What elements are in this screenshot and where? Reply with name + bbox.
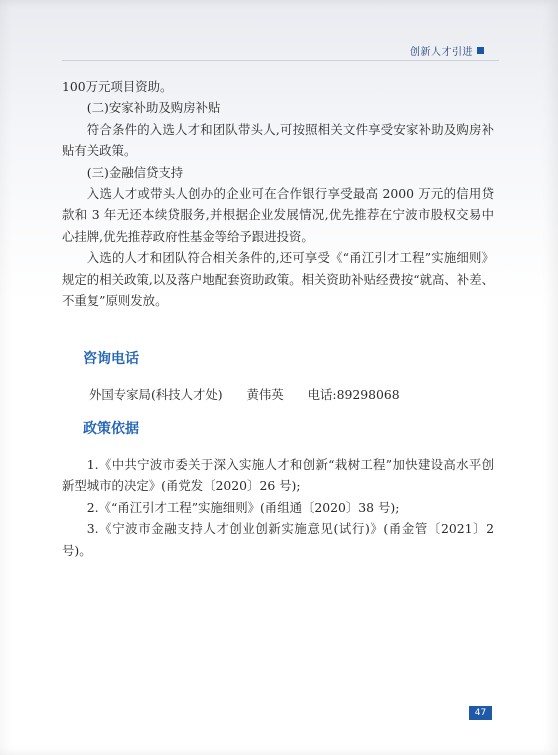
paragraph-housing: 符合条件的入选人才和团队带头人,可按照相关文件享受安家补助及购房补贴有关政策。: [62, 121, 494, 159]
contact-person: 黄伟英: [246, 387, 284, 402]
policy-heading: 政策依据: [83, 421, 139, 437]
contact-line: [89, 385, 420, 403]
contact-phone: 电话:89298068: [307, 387, 400, 402]
policy-reference-item: 2.《“甬江引才工程”实施细则》(甬组通〔2020〕38 号);: [86, 499, 400, 515]
square-marker-icon: [477, 47, 484, 54]
body-text: [62, 76, 494, 311]
header-divider: [62, 60, 499, 61]
policy-reference-item: 3.《宁波市金融支持人才创业创新实施意见(试行)》(甬金管〔2021〕2 号)。: [62, 521, 494, 558]
running-header: [410, 43, 484, 58]
paragraph-finance: 入选人才或带头人创办的企业可在合作银行享受最高 2000 万元的信用贷款和 3 年无还本续贷服务,并根据企业发展情况,优先推荐在宁波市股权交易中心挂牌,优先推荐政府性基金等给予跟进投资。: [62, 186, 494, 244]
paragraph-continued: 100万元项目资助。: [62, 79, 173, 94]
contact-heading: 咨询电话: [83, 351, 139, 367]
page-number-badge: 47: [469, 706, 492, 720]
contact-office: 外国专家局(科技人才处): [89, 387, 223, 402]
subheading-finance: (三)金融信贷支持: [86, 164, 184, 180]
running-header-title: 创新人才引进: [410, 47, 473, 58]
policy-reference-item: 1.《中共宁波市委关于深入实施人才和创新“栽树工程”加快建设高水平创新型城市的决定》(甬党发〔2020〕26 号);: [62, 457, 494, 494]
policy-reference-list: [62, 454, 494, 561]
paragraph-additional-policy: 入选的人才和团队符合相关条件的,还可享受《“甬江引才工程”实施细则》规定的相关政策,以及落户地配套资助政策。相关资助补贴经费按“就高、补差、不重复”原则发放。: [62, 250, 494, 309]
subheading-housing: (二)安家补助及购房补贴: [86, 100, 221, 116]
